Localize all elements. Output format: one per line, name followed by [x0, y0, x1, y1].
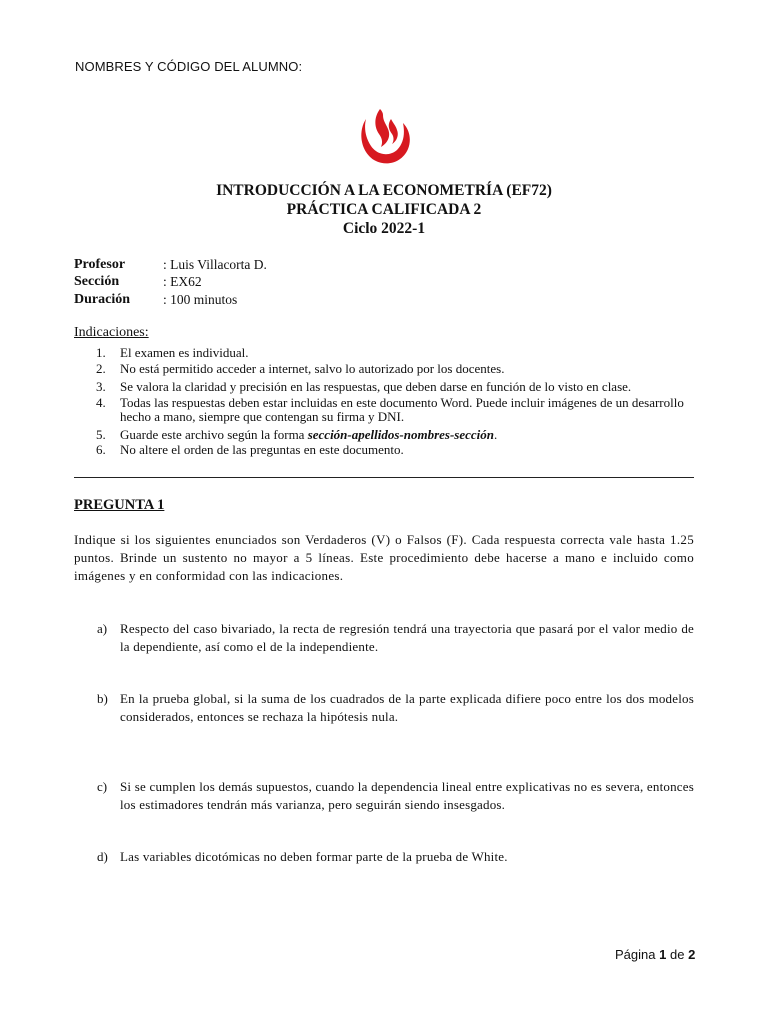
section-value: : EX62 — [163, 274, 202, 289]
exam-title: PRÁCTICA CALIFICADA 2 — [286, 201, 482, 218]
cycle-title: Ciclo 2022-1 — [342, 220, 426, 237]
question-1-heading: PREGUNTA 1 — [74, 497, 165, 513]
question-1-instructions: Indique si los siguientes enunciados son Verdaderos (V) o Falsos (F). Cada respuesta correcta vale hasta 1.25 puntos. Brinde un sustento no mayor a 5 líneas. Este procedimiento debe hacerse a mano e incluido como imágenes y en conformidad con las indicaciones. — [74, 532, 694, 583]
statement-letter: a) — [97, 621, 108, 636]
statement-text: Respecto del caso bivariado, la recta de regresión tendrá una trayectoria que pasará por el valor medio de la dependiente, así como el de la independiente. — [120, 621, 694, 654]
indication-number: 3. — [96, 379, 106, 394]
statement-letter: b) — [97, 691, 108, 706]
statement-text: En la prueba global, si la suma de los cuadrados de la parte explicada difiere poco entre los dos modelos considerados, entonces se rechaza la hipótesis nula. — [120, 691, 694, 724]
indication-number: 1. — [96, 345, 106, 360]
student-name-code-label: NOMBRES Y CÓDIGO DEL ALUMNO: — [75, 59, 303, 74]
current-page: 1 — [659, 947, 667, 962]
indication-text — [120, 428, 698, 442]
page-word: Página — [615, 947, 656, 962]
indication-text-start: Guarde este archivo según la forma — [120, 427, 308, 442]
professor-value: : Luis Villacorta D. — [163, 257, 267, 272]
indication-text: Todas las respuestas deben estar incluidas en este documento Word. Puede incluir imágenes de un desarrollo hecho a mano, siempre que contengan su firma y DNI. — [120, 395, 684, 424]
of-word: de — [669, 947, 685, 962]
indication-number: 4. — [96, 395, 106, 410]
course-title: INTRODUCCIÓN A LA ECONOMETRÍA (EF72) — [216, 182, 552, 199]
indication-text: No está permitido acceder a internet, salvo lo autorizado por los docentes. — [120, 361, 505, 376]
section-divider — [74, 477, 694, 478]
indication-number: 5. — [96, 427, 106, 442]
indication-number: 6. — [96, 442, 106, 457]
indication-text-end: . — [494, 427, 498, 442]
filename-format: sección-apellidos-nombres-sección — [307, 427, 495, 442]
upc-flame-logo-icon — [356, 107, 412, 167]
statement-text: Si se cumplen los demás supuestos, cuando la dependencia lineal entre explicativas no es severa, entonces los estimadores tendrán más varianza, pero seguirán siendo insesgados. — [120, 779, 694, 812]
indication-text: El examen es individual. — [120, 345, 249, 360]
page-number-footer — [615, 947, 695, 962]
statement-text: Las variables dicotómicas no deben formar parte de la prueba de White. — [120, 849, 508, 864]
indication-number: 2. — [96, 361, 106, 376]
total-pages: 2 — [688, 947, 696, 962]
indication-text: No altere el orden de las preguntas en este documento. — [120, 442, 404, 457]
professor-label: Profesor — [74, 257, 126, 272]
statement-letter: c) — [97, 779, 108, 794]
indications-heading: Indicaciones: — [74, 325, 149, 340]
section-label: Sección — [74, 274, 120, 289]
duration-label: Duración — [74, 292, 130, 307]
statement-letter: d) — [97, 849, 108, 864]
indication-text: Se valora la claridad y precisión en las respuestas, que deben darse en función de lo visto en clase. — [120, 379, 632, 394]
duration-value: : 100 minutos — [163, 292, 238, 307]
